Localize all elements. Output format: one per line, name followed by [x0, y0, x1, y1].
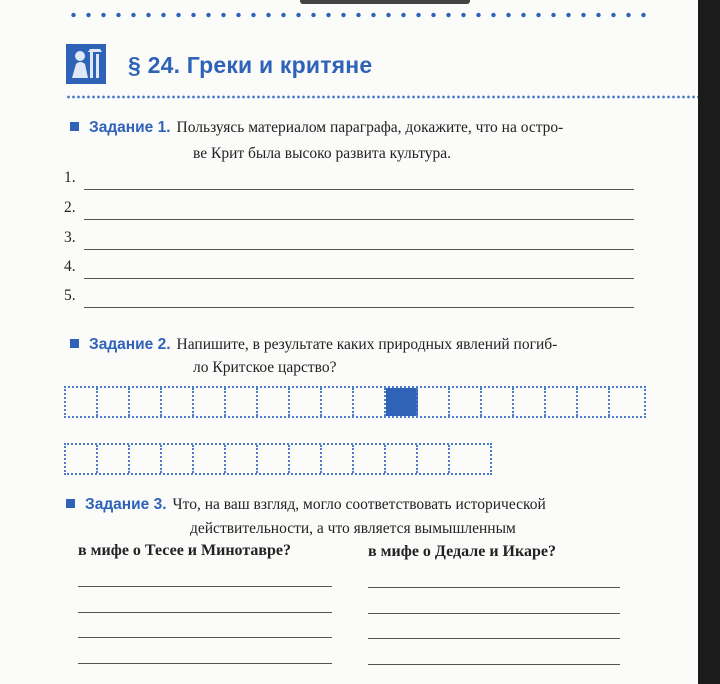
crossword-grid-row2	[64, 443, 492, 475]
filled-cell	[386, 388, 418, 416]
task3-text-line2: действительности, а что является вымышленным	[190, 520, 516, 537]
square-bullet-icon	[70, 339, 79, 348]
letter-cell[interactable]	[322, 445, 354, 473]
letter-cell[interactable]	[482, 388, 514, 416]
letter-cell[interactable]	[290, 388, 322, 416]
task2-text-line1: Напишите, в результате каких природных явлений погиб-	[176, 336, 558, 353]
task3-label: Задание 3.	[85, 496, 167, 513]
letter-cell[interactable]	[258, 388, 290, 416]
square-bullet-icon	[66, 499, 75, 508]
task2-heading	[70, 332, 557, 357]
letter-cell[interactable]	[226, 445, 258, 473]
task3-text-line1: Что, на ваш взгляд, могло соответствовать исторической	[172, 496, 546, 513]
task2-text-line2: ло Критское царство?	[193, 359, 337, 376]
letter-cell[interactable]	[450, 388, 482, 416]
task1-answer-line[interactable]	[84, 219, 634, 220]
letter-cell[interactable]	[162, 445, 194, 473]
letter-cell[interactable]	[354, 445, 386, 473]
letter-cell[interactable]	[66, 388, 98, 416]
letter-cell[interactable]	[194, 388, 226, 416]
column-heading-daedalus: в мифе о Дедале и Икаре?	[368, 543, 556, 560]
letter-cell[interactable]	[578, 388, 610, 416]
right-answer-line[interactable]	[368, 613, 620, 614]
task1-heading	[70, 115, 563, 140]
right-answer-line[interactable]	[368, 587, 620, 588]
letter-cell[interactable]	[290, 445, 322, 473]
left-answer-line[interactable]	[78, 586, 332, 587]
letter-cell[interactable]	[194, 445, 226, 473]
section-icon	[66, 44, 106, 84]
top-dotted-border	[66, 12, 651, 18]
letter-cell[interactable]	[130, 445, 162, 473]
square-bullet-icon	[70, 122, 79, 131]
letter-cell[interactable]	[610, 388, 642, 416]
letter-cell[interactable]	[162, 388, 194, 416]
section-divider	[66, 95, 698, 99]
letter-cell[interactable]	[514, 388, 546, 416]
letter-cell[interactable]	[130, 388, 162, 416]
letter-cell[interactable]	[322, 388, 354, 416]
left-answer-line[interactable]	[78, 612, 332, 613]
letter-cell[interactable]	[418, 445, 450, 473]
letter-cell[interactable]	[258, 445, 290, 473]
letter-cell[interactable]	[98, 445, 130, 473]
task3-heading	[66, 492, 546, 517]
section-title: § 24. Греки и критяне	[128, 52, 373, 78]
left-answer-line[interactable]	[78, 663, 332, 664]
letter-cell[interactable]	[546, 388, 578, 416]
letter-cell[interactable]	[226, 388, 258, 416]
cropped-header-text	[300, 0, 470, 4]
task1-answer-line[interactable]	[84, 189, 634, 190]
task2-label: Задание 2.	[89, 336, 171, 353]
task1-answer-line[interactable]	[84, 278, 634, 279]
letter-cell[interactable]	[418, 388, 450, 416]
letter-cell[interactable]	[386, 445, 418, 473]
right-answer-line[interactable]	[368, 664, 620, 665]
task1-answer-number: 3.	[64, 229, 76, 246]
task1-text-line1: Пользуясь материалом параграфа, докажите, что на остро-	[176, 119, 564, 136]
task1-answer-number: 4.	[64, 258, 76, 275]
letter-cell[interactable]	[98, 388, 130, 416]
letter-cell[interactable]	[354, 388, 386, 416]
right-answer-line[interactable]	[368, 638, 620, 639]
letter-cell[interactable]	[66, 445, 98, 473]
task1-answer-line[interactable]	[84, 307, 634, 308]
crossword-grid-row1	[64, 386, 646, 418]
task1-answer-number: 5.	[64, 287, 76, 304]
column-heading-theseus: в мифе о Тесее и Минотавре?	[78, 542, 292, 559]
task1-answer-line[interactable]	[84, 249, 634, 250]
task1-text-line2: ве Крит была высоко развита культура.	[193, 145, 452, 162]
letter-cell[interactable]	[450, 445, 482, 473]
left-answer-line[interactable]	[78, 637, 332, 638]
task1-answer-number: 1.	[64, 169, 76, 186]
task1-answer-number: 2.	[64, 199, 76, 216]
task1-label: Задание 1.	[89, 119, 171, 136]
